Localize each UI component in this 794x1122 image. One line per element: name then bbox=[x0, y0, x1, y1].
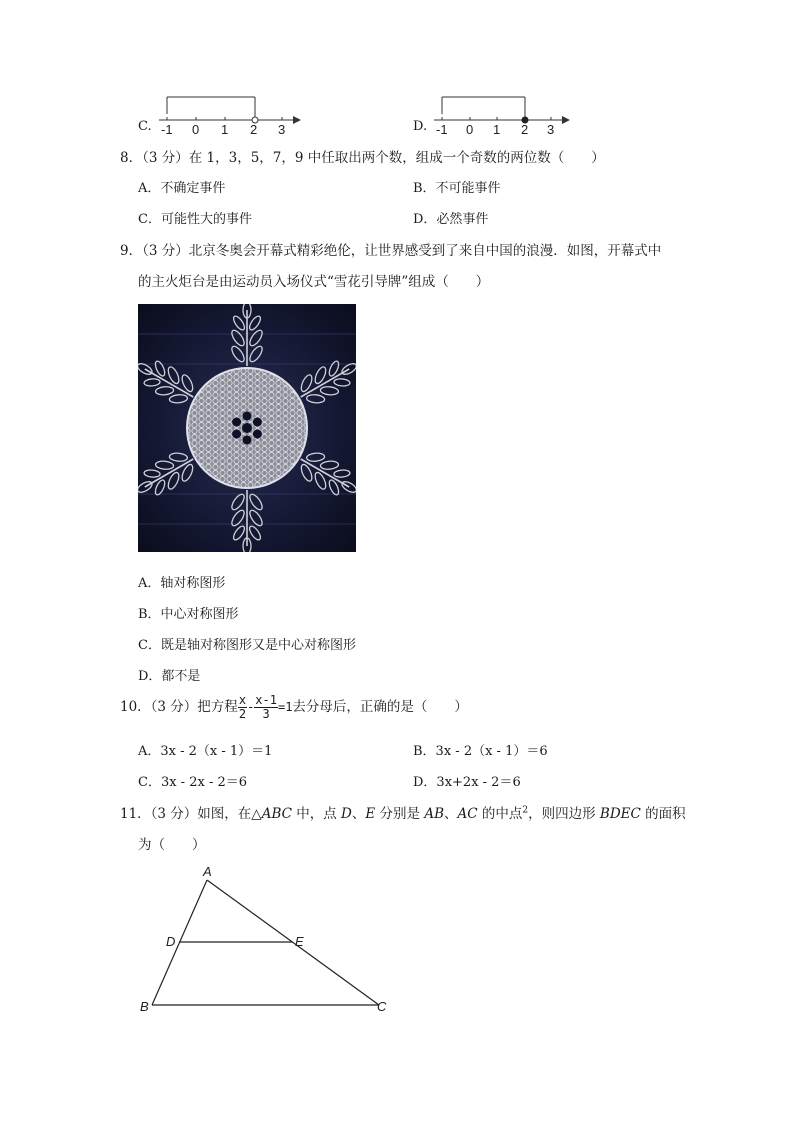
q7c-tick-1: 1 bbox=[221, 122, 229, 137]
q7d-tick-neg1: -1 bbox=[436, 122, 448, 137]
q10-option-b: B．3x - 2（x - 1）＝6 bbox=[413, 744, 548, 759]
q7c-tick-3: 3 bbox=[278, 122, 286, 137]
q8-option-a: A．不确定事件 bbox=[138, 181, 226, 196]
q9-stem-line1: 9．（3 分）北京冬奥会开幕式精彩绝伦，让世界感受到了来自中国的浪漫．如图，开幕式中 bbox=[120, 243, 662, 259]
point-e-label: E bbox=[295, 934, 304, 949]
q10-equals: =1 bbox=[277, 700, 293, 714]
fraction-x-over-2: $\frac{x}{2}$ bbox=[238, 693, 247, 721]
snowflake-torch-photo bbox=[138, 304, 356, 552]
q9-option-a: A．轴对称图形 bbox=[138, 576, 226, 591]
q7-option-c-label: C. bbox=[138, 119, 152, 134]
triangle-abc-figure bbox=[135, 860, 395, 1020]
q9-option-b: B．中心对称图形 bbox=[138, 607, 239, 622]
q10-stem bbox=[120, 692, 468, 722]
q7d-tick-3: 3 bbox=[547, 122, 555, 137]
q8-option-d: D．必然事件 bbox=[413, 212, 489, 227]
q10-option-c: C．3x - 2x - 2＝6 bbox=[138, 775, 248, 790]
q7c-tick-neg1: -1 bbox=[161, 122, 173, 137]
q8-stem: 8．（3 分）在 1，3，5，7，9 中任取出两个数，组成一个奇数的两位数（ ） bbox=[120, 150, 605, 166]
q10-option-a: A．3x - 2（x - 1）＝1 bbox=[138, 744, 273, 759]
q8-option-b: B．不可能事件 bbox=[413, 181, 501, 196]
vertex-a-label: A bbox=[203, 864, 212, 879]
q9-option-c: C．既是轴对称图形又是中心对称图形 bbox=[138, 638, 356, 653]
vertex-c-label: C bbox=[377, 999, 387, 1014]
q10-option-d: D．3x+2x - 2＝6 bbox=[413, 775, 521, 790]
q8-option-c: C．可能性大的事件 bbox=[138, 212, 252, 227]
q11-stem-line2: 为（ ） bbox=[138, 837, 206, 853]
q7d-tick-2: 2 bbox=[521, 122, 529, 137]
q7d-tick-1: 1 bbox=[493, 122, 501, 137]
q11-stem-line1: 11．（3 分）如图，在△ABC 中，点 D、E 分别是 AB、AC 的中点$^2$，则四边形 BDEC 的面积 bbox=[120, 805, 686, 822]
vertex-b-label: B bbox=[140, 999, 149, 1014]
q9-option-d: D．都不是 bbox=[138, 669, 201, 684]
q7c-tick-0: 0 bbox=[192, 122, 200, 137]
q10-minus: - bbox=[247, 700, 255, 714]
point-d-label: D bbox=[166, 934, 176, 949]
q7c-tick-2: 2 bbox=[250, 122, 258, 137]
q10-stem-suffix: 去分母后，正确的是（ ） bbox=[292, 699, 468, 715]
q7-option-d-label: D. bbox=[413, 119, 428, 134]
q7-option-d-number-line bbox=[430, 92, 580, 138]
q7d-tick-0: 0 bbox=[466, 122, 474, 137]
q10-stem-prefix: 10．（3 分）把方程 bbox=[120, 699, 238, 715]
q9-stem-line2: 的主火炬台是由运动员入场仪式“雪花引导牌”组成（ ） bbox=[138, 274, 490, 290]
fraction-x-minus-1-over-3: $\frac{x-1}{3}$ bbox=[255, 693, 277, 721]
q7-option-c-number-line bbox=[155, 92, 305, 138]
